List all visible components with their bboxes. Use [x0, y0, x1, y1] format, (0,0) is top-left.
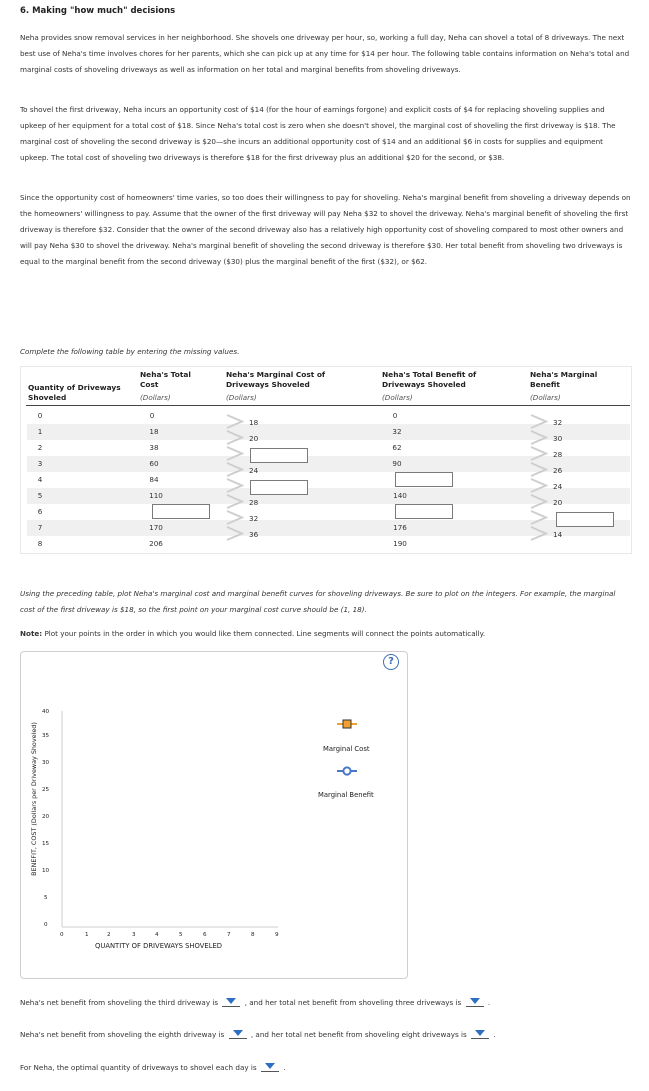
marginal-cost-value: 36 — [249, 530, 259, 539]
table-cell: 60 — [149, 459, 159, 468]
table-cell: 0 — [37, 411, 43, 420]
y-tick-label: 5 — [44, 895, 48, 901]
table-header-divider — [26, 405, 630, 406]
marginal-benefit-value: 28 — [553, 450, 563, 459]
table-cell: 7 — [37, 523, 43, 532]
header-marginal-cost-unit: (Dollars) — [226, 393, 257, 402]
x-tick-label: 2 — [107, 932, 111, 938]
q1-text-b: , and her total net benefit from shoveling three driveways is — [244, 998, 462, 1007]
marginal-benefit-value: 14 — [553, 530, 563, 539]
q1-dropdown-net-benefit[interactable] — [222, 997, 240, 1007]
help-icon[interactable]: ? — [383, 654, 399, 670]
marginal-cost-3-input[interactable] — [250, 448, 308, 463]
graph-note — [20, 629, 485, 638]
total-benefit-6-input[interactable] — [395, 504, 453, 519]
note-text: Plot your points in the order in which you would like them connected. Line segments will connect the points automatically. — [44, 629, 486, 638]
table-cell: 190 — [393, 539, 407, 548]
total-cost-6-input[interactable] — [152, 504, 210, 519]
y-tick-label: 35 — [42, 733, 50, 739]
header-total-benefit: Neha's Total Benefit of Driveways Shoveled — [382, 370, 477, 389]
table-cell: 176 — [393, 523, 407, 532]
x-tick-label: 3 — [132, 932, 136, 938]
legend-marginal-benefit: Marginal Benefit — [318, 791, 374, 799]
header-quantity: Quantity of Driveways Shoveled — [28, 383, 121, 402]
table-cell: 3 — [37, 459, 43, 468]
x-tick-label: 7 — [227, 932, 231, 938]
y-tick-label: 10 — [42, 868, 50, 874]
table-cell: 206 — [149, 539, 163, 548]
x-tick-label: 6 — [203, 932, 207, 938]
q3-text: For Neha, the optimal quantity of driveways to shovel each day is — [20, 1063, 257, 1072]
header-total-cost: Neha's Total Cost — [140, 370, 191, 389]
table-cell: 32 — [392, 427, 402, 436]
marginal-benefit-value: 24 — [553, 482, 563, 491]
y-tick-label: 15 — [42, 841, 50, 847]
total-benefit-4-input[interactable] — [395, 472, 453, 487]
plot-area[interactable] — [20, 651, 406, 977]
table-cell: 18 — [149, 427, 159, 436]
question-optimal-quantity — [20, 1062, 286, 1072]
marginal-benefit-value: 20 — [553, 498, 563, 507]
y-tick-label: 0 — [44, 922, 48, 928]
q1-dropdown-total-net-benefit[interactable] — [466, 997, 484, 1007]
q2-dropdown-net-benefit[interactable] — [229, 1029, 247, 1039]
question-third-driveway — [20, 997, 490, 1007]
benefit-paragraph: Since the opportunity cost of homeowners' time varies, so too does their willingness to pay for shoveling. Neha's marginal benefit from shoveling a driveway depends on the homeowners' willingness to pay. Assume that the owner of the first driveway will pay Neha $32 to shovel the driveway. Neha's marginal benefit of shoveling the first driveway is therefore $32. Consider that the owner of the second driveway also has a relatively high opportunity cost of shoveling compared to most other owners and will pay Neha $30 to shovel the driveway. Neha's marginal benefit of shoveling the second driveway is therefore $30. Her total benefit from shoveling two driveways is equal to the marginal benefit from the second driveway ($30) plus the marginal benefit of the first ($32), or $62. — [20, 193, 631, 266]
q1-period: . — [487, 998, 491, 1007]
question-title: 6. Making "how much" decisions — [20, 6, 176, 16]
x-tick-label: 8 — [251, 932, 255, 938]
table-cell: 84 — [149, 475, 159, 484]
q3-dropdown-optimal-quantity[interactable] — [261, 1062, 279, 1072]
marginal-benefit-value: 26 — [553, 466, 563, 475]
q2-dropdown-total-net-benefit[interactable] — [471, 1029, 489, 1039]
marginal-cost-value: 32 — [249, 514, 259, 523]
x-tick-label: 5 — [179, 932, 183, 938]
legend-marginal-cost: Marginal Cost — [323, 745, 370, 753]
graph-instruction: Using the preceding table, plot Neha's marginal cost and marginal benefit curves for shoveling driveways. Be sure to plot on the integers. For example, the marginal cost of the first driveway is $18, so the first point on your marginal cost curve should be (1, 18). — [20, 589, 616, 614]
q2-text-b: , and her total net benefit from shoveling eight driveways is — [250, 1030, 467, 1039]
marginal-benefit-7-input[interactable] — [556, 512, 614, 527]
marginal-cost-value: 28 — [249, 498, 259, 507]
table-cell: 170 — [149, 523, 163, 532]
y-tick-label: 40 — [42, 709, 50, 715]
header-marginal-cost: Neha's Marginal Cost of Driveways Shoveled — [226, 370, 326, 389]
x-tick-label: 9 — [275, 932, 279, 938]
table-cell: 4 — [37, 475, 43, 484]
q3-period: . — [283, 1063, 286, 1072]
table-cell: 90 — [392, 459, 402, 468]
header-marginal-benefit: Neha's Marginal Benefit — [530, 370, 598, 389]
table-cell: 110 — [149, 491, 163, 500]
table-cell: 2 — [37, 443, 43, 452]
marginal-benefit-value: 30 — [553, 434, 563, 443]
table-cell: 62 — [392, 443, 402, 452]
table-cell: 140 — [393, 491, 407, 500]
table-cell: 8 — [37, 539, 43, 548]
x-tick-label: 1 — [85, 932, 89, 938]
y-tick-label: 20 — [42, 814, 50, 820]
q2-text-a: Neha's net benefit from shoveling the eighth driveway is — [20, 1030, 225, 1039]
marginal-cost-5-input[interactable] — [250, 480, 308, 495]
x-tick-label: 4 — [155, 932, 159, 938]
marginal-cost-value: 20 — [249, 434, 259, 443]
marginal-cost-value: 24 — [249, 466, 259, 475]
question-eighth-driveway — [20, 1029, 496, 1039]
y-axis-label: BENEFIT, COST (Dollars per Driveway Shoveled) — [30, 722, 38, 876]
y-tick-label: 30 — [42, 760, 50, 766]
table-cell: 0 — [149, 411, 155, 420]
header-total-cost-unit: (Dollars) — [140, 393, 171, 402]
table-cell: 1 — [37, 427, 43, 436]
table-cell: 38 — [149, 443, 159, 452]
marginal-cost-value: 18 — [249, 418, 259, 427]
header-total-benefit-unit: (Dollars) — [382, 393, 413, 402]
q2-period: . — [493, 1030, 496, 1039]
x-tick-label: 0 — [60, 932, 64, 938]
table-instruction: Complete the following table by entering the missing values. — [20, 347, 240, 356]
table-cell: 6 — [37, 507, 43, 516]
q1-text-a: Neha's net benefit from shoveling the third driveway is — [20, 998, 219, 1007]
table-cell: 5 — [37, 491, 43, 500]
marginal-benefit-value: 32 — [553, 418, 563, 427]
marginal-benefit-tool[interactable] — [336, 764, 358, 778]
intro-paragraph: Neha provides snow removal services in her neighborhood. She shovels one driveway per hour, so, working a full day, Neha can shovel a total of 8 driveways. The next best use of Neha's time involves chores for her parents, which she can pick up at any time for $14 per hour. The following table contains information on Neha's total and marginal costs of shoveling driveways as well as information on her total and marginal benefits from shoveling driveways. — [20, 33, 630, 74]
cost-paragraph: To shovel the first driveway, Neha incurs an opportunity cost of $14 (for the hour of earnings forgone) and explicit costs of $4 for replacing shoveling supplies and upkeep of her equipment for a total cost of $18. Since Neha's total cost is zero when she doesn't shovel, the marginal cost of shoveling the first driveway is $18. The marginal cost of shoveling the second driveway is $20—she incurs an additional opportunity cost of $14 and an additional $6 in costs for supplies and equipment upkeep. The total cost of shoveling two driveways is therefore $18 for the first driveway plus an additional $20 for the second, or $38. — [20, 105, 616, 162]
table-cell: 0 — [392, 411, 398, 420]
note-label: Note: — [20, 629, 43, 638]
y-tick-label: 25 — [42, 787, 50, 793]
marginal-cost-tool[interactable] — [336, 717, 358, 731]
x-axis-label: QUANTITY OF DRIVEWAYS SHOVELED — [95, 942, 223, 950]
header-marginal-benefit-unit: (Dollars) — [530, 393, 561, 402]
